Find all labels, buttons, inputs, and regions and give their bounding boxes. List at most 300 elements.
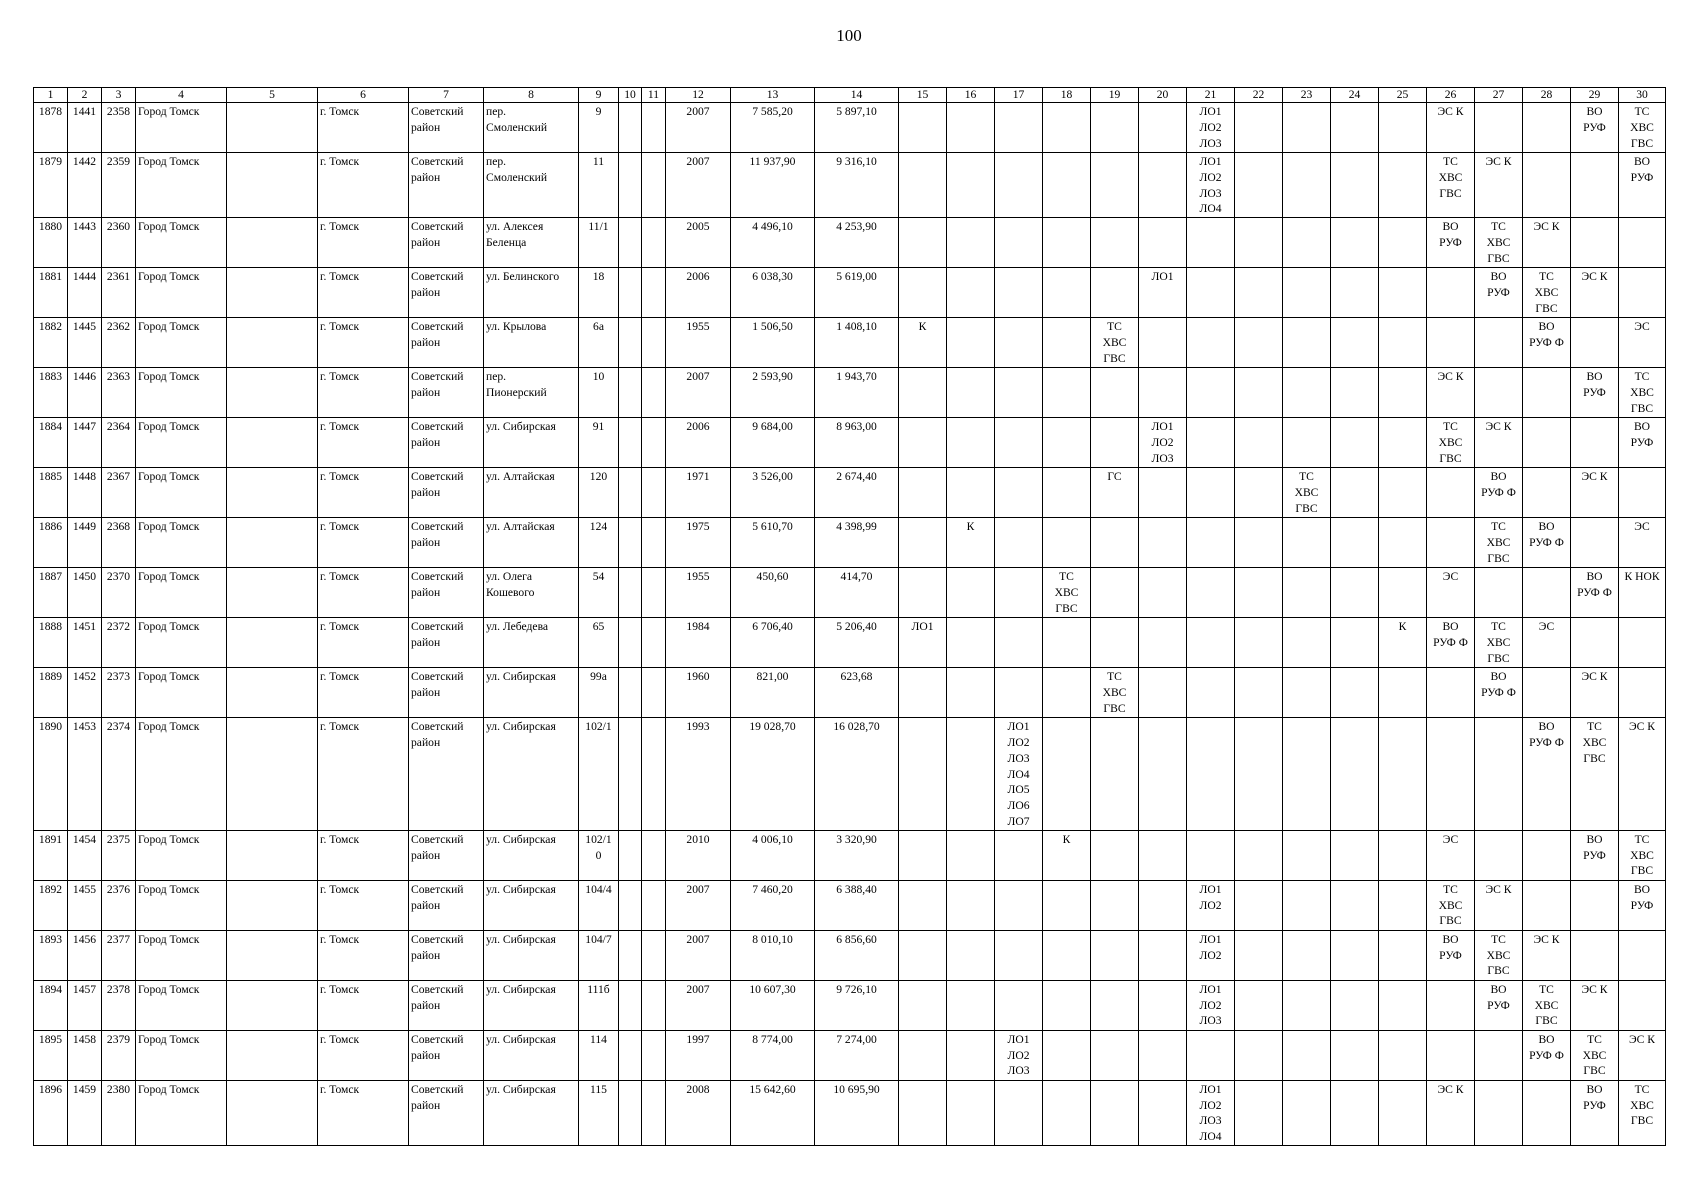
table-cell bbox=[1571, 218, 1619, 268]
table-row bbox=[34, 318, 1666, 368]
table-cell bbox=[1283, 980, 1331, 1030]
column-header: 10 bbox=[619, 88, 642, 103]
table-cell: Советский район bbox=[409, 318, 484, 368]
table-cell: 821,00 bbox=[731, 668, 815, 718]
table-row bbox=[34, 218, 1666, 268]
table-cell: 5 619,00 bbox=[815, 268, 899, 318]
table-cell: ТС ХВС ГВС bbox=[1619, 368, 1666, 418]
table-cell bbox=[947, 218, 995, 268]
table-cell bbox=[1427, 268, 1475, 318]
table-cell: ул. Сибирская bbox=[484, 668, 579, 718]
table-cell bbox=[899, 718, 947, 831]
table-cell bbox=[995, 103, 1043, 153]
table-cell bbox=[899, 830, 947, 880]
table-cell: г. Томск bbox=[318, 103, 409, 153]
table-cell bbox=[947, 103, 995, 153]
table-cell: 1984 bbox=[666, 618, 731, 668]
table-cell: 1443 bbox=[68, 218, 102, 268]
table-cell: 1889 bbox=[34, 668, 68, 718]
table-cell: 6а bbox=[579, 318, 619, 368]
table-cell: 1459 bbox=[68, 1080, 102, 1145]
table-cell: ТС ХВС ГВС bbox=[1619, 103, 1666, 153]
table-cell: Советский район bbox=[409, 1030, 484, 1080]
table-cell: 2007 bbox=[666, 980, 731, 1030]
table-cell: г. Томск bbox=[318, 718, 409, 831]
table-cell bbox=[995, 468, 1043, 518]
table-cell: г. Томск bbox=[318, 468, 409, 518]
table-cell: 4 496,10 bbox=[731, 218, 815, 268]
table-cell: 6 038,30 bbox=[731, 268, 815, 318]
table-cell: ЛО1 bbox=[899, 618, 947, 668]
table-cell: К НОК bbox=[1619, 568, 1666, 618]
table-cell bbox=[642, 930, 666, 980]
table-cell: 1885 bbox=[34, 468, 68, 518]
table-cell bbox=[899, 568, 947, 618]
table-cell: Город Томск bbox=[136, 830, 227, 880]
table-cell: г. Томск bbox=[318, 930, 409, 980]
table-cell bbox=[995, 930, 1043, 980]
table-cell bbox=[1283, 930, 1331, 980]
table-row bbox=[34, 153, 1666, 218]
table-cell: 11 937,90 bbox=[731, 153, 815, 218]
table-cell: 1993 bbox=[666, 718, 731, 831]
table-cell bbox=[1235, 1030, 1283, 1080]
table-cell: Советский район bbox=[409, 618, 484, 668]
table-cell: пер. Смоленский bbox=[484, 153, 579, 218]
table-cell bbox=[1331, 718, 1379, 831]
table-cell bbox=[642, 668, 666, 718]
column-header: 11 bbox=[642, 88, 666, 103]
table-cell bbox=[1091, 518, 1139, 568]
table-cell bbox=[227, 568, 318, 618]
table-cell bbox=[1331, 980, 1379, 1030]
table-cell bbox=[1283, 518, 1331, 568]
table-cell bbox=[1187, 568, 1235, 618]
table-cell bbox=[1139, 368, 1187, 418]
table-cell bbox=[1043, 718, 1091, 831]
table-cell bbox=[619, 418, 642, 468]
table-cell bbox=[995, 830, 1043, 880]
table-cell bbox=[619, 218, 642, 268]
table-cell: ЭС bbox=[1619, 518, 1666, 568]
table-cell: 102/1 bbox=[579, 718, 619, 831]
table-cell bbox=[1235, 368, 1283, 418]
table-cell: Советский район bbox=[409, 468, 484, 518]
table-cell bbox=[1571, 318, 1619, 368]
table-cell bbox=[1475, 318, 1523, 368]
table-cell bbox=[1427, 468, 1475, 518]
table-cell: ВО РУФ bbox=[1571, 103, 1619, 153]
table-cell: 1887 bbox=[34, 568, 68, 618]
table-cell bbox=[642, 1080, 666, 1145]
table-cell: ВО РУФ Ф bbox=[1523, 1030, 1571, 1080]
table-cell bbox=[1283, 568, 1331, 618]
table-cell bbox=[227, 518, 318, 568]
table-cell: Город Томск bbox=[136, 418, 227, 468]
table-cell: 1455 bbox=[68, 880, 102, 930]
table-cell bbox=[1235, 930, 1283, 980]
column-header: 17 bbox=[995, 88, 1043, 103]
table-cell bbox=[899, 368, 947, 418]
table-cell: ВО РУФ Ф bbox=[1523, 718, 1571, 831]
table-cell bbox=[1043, 268, 1091, 318]
table-cell: ВО РУФ Ф bbox=[1523, 518, 1571, 568]
table-cell: Город Томск bbox=[136, 568, 227, 618]
table-cell: 8 010,10 bbox=[731, 930, 815, 980]
table-cell: 1444 bbox=[68, 268, 102, 318]
table-cell: Город Томск bbox=[136, 368, 227, 418]
table-cell bbox=[1235, 880, 1283, 930]
table-row bbox=[34, 418, 1666, 468]
table-cell bbox=[227, 218, 318, 268]
table-cell: 1894 bbox=[34, 980, 68, 1030]
table-cell bbox=[899, 1080, 947, 1145]
table-cell: г. Томск bbox=[318, 880, 409, 930]
table-cell: ЭС К bbox=[1427, 1080, 1475, 1145]
column-number-row bbox=[34, 88, 1666, 103]
table-cell: ЛО1 ЛО2 bbox=[1187, 930, 1235, 980]
table-cell bbox=[995, 268, 1043, 318]
table-cell: ВО РУФ bbox=[1571, 368, 1619, 418]
table-cell bbox=[1139, 1080, 1187, 1145]
table-cell: ЭС К bbox=[1571, 468, 1619, 518]
table-cell bbox=[947, 368, 995, 418]
table-cell bbox=[1475, 830, 1523, 880]
column-header: 8 bbox=[484, 88, 579, 103]
table-cell: 114 bbox=[579, 1030, 619, 1080]
table-cell: г. Томск bbox=[318, 1080, 409, 1145]
table-cell: 2362 bbox=[102, 318, 136, 368]
table-cell: ЭС К bbox=[1619, 718, 1666, 831]
table-cell bbox=[1235, 318, 1283, 368]
table-cell: 2380 bbox=[102, 1080, 136, 1145]
table-cell: 1449 bbox=[68, 518, 102, 568]
table-cell bbox=[227, 468, 318, 518]
table-cell: 1891 bbox=[34, 830, 68, 880]
table-cell bbox=[642, 318, 666, 368]
table-cell bbox=[1379, 1080, 1427, 1145]
table-cell: К bbox=[899, 318, 947, 368]
table-cell: ул. Сибирская bbox=[484, 980, 579, 1030]
table-cell bbox=[947, 668, 995, 718]
table-cell bbox=[1091, 368, 1139, 418]
table-cell bbox=[227, 103, 318, 153]
table-cell bbox=[227, 880, 318, 930]
table-cell: 2379 bbox=[102, 1030, 136, 1080]
column-header: 1 bbox=[34, 88, 68, 103]
table-cell: 2008 bbox=[666, 1080, 731, 1145]
table-cell: 1457 bbox=[68, 980, 102, 1030]
table-cell: 2372 bbox=[102, 618, 136, 668]
table-cell: Город Томск bbox=[136, 718, 227, 831]
table-cell bbox=[1379, 568, 1427, 618]
column-header: 24 bbox=[1331, 88, 1379, 103]
table-cell bbox=[1427, 718, 1475, 831]
table-cell bbox=[1619, 218, 1666, 268]
table-cell: г. Томск bbox=[318, 518, 409, 568]
table-cell bbox=[995, 518, 1043, 568]
table-cell bbox=[619, 268, 642, 318]
table-cell: 104/4 bbox=[579, 880, 619, 930]
table-cell: 414,70 bbox=[815, 568, 899, 618]
table-cell: 1451 bbox=[68, 618, 102, 668]
table-cell: Советский район bbox=[409, 568, 484, 618]
table-cell bbox=[1523, 468, 1571, 518]
table-cell: 2377 bbox=[102, 930, 136, 980]
table-cell bbox=[1331, 830, 1379, 880]
table-cell bbox=[947, 980, 995, 1030]
table-cell bbox=[1139, 718, 1187, 831]
table-cell bbox=[1283, 153, 1331, 218]
table-cell bbox=[1619, 618, 1666, 668]
table-cell: ВО РУФ Ф bbox=[1475, 468, 1523, 518]
table-cell: Советский район bbox=[409, 718, 484, 831]
table-cell: ул. Олега Кошевого bbox=[484, 568, 579, 618]
table-cell bbox=[1043, 468, 1091, 518]
table-cell: г. Томск bbox=[318, 218, 409, 268]
table-cell bbox=[1139, 568, 1187, 618]
table-cell bbox=[1379, 880, 1427, 930]
table-row bbox=[34, 518, 1666, 568]
table-cell: ул. Белинского bbox=[484, 268, 579, 318]
table-cell bbox=[1091, 268, 1139, 318]
table-cell bbox=[1043, 618, 1091, 668]
table-cell bbox=[619, 1030, 642, 1080]
table-cell bbox=[1331, 1080, 1379, 1145]
table-cell: 6 856,60 bbox=[815, 930, 899, 980]
table-cell: 10 695,90 bbox=[815, 1080, 899, 1145]
table-cell bbox=[1235, 153, 1283, 218]
table-cell bbox=[1379, 368, 1427, 418]
table-cell bbox=[1331, 1030, 1379, 1080]
table-cell: Советский район bbox=[409, 103, 484, 153]
table-cell: Город Томск bbox=[136, 268, 227, 318]
table-cell bbox=[1283, 318, 1331, 368]
table-cell: ЭС К bbox=[1475, 153, 1523, 218]
column-header: 25 bbox=[1379, 88, 1427, 103]
table-cell: 1454 bbox=[68, 830, 102, 880]
table-cell bbox=[1523, 830, 1571, 880]
table-cell bbox=[1235, 568, 1283, 618]
table-cell bbox=[1187, 268, 1235, 318]
table-cell: 1453 bbox=[68, 718, 102, 831]
table-cell: 1893 bbox=[34, 930, 68, 980]
table-cell bbox=[995, 1080, 1043, 1145]
table-cell: 2361 bbox=[102, 268, 136, 318]
table-cell bbox=[1379, 668, 1427, 718]
table-cell bbox=[1283, 368, 1331, 418]
table-cell bbox=[1379, 103, 1427, 153]
table-cell bbox=[227, 418, 318, 468]
table-cell bbox=[899, 418, 947, 468]
table-cell: Город Томск bbox=[136, 1030, 227, 1080]
table-cell: Советский район bbox=[409, 980, 484, 1030]
table-cell bbox=[619, 668, 642, 718]
table-cell bbox=[1619, 980, 1666, 1030]
table-cell bbox=[947, 568, 995, 618]
table-cell bbox=[1379, 268, 1427, 318]
column-header: 21 bbox=[1187, 88, 1235, 103]
table-cell: ТС ХВС ГВС bbox=[1619, 830, 1666, 880]
table-cell: ТС ХВС ГВС bbox=[1523, 268, 1571, 318]
table-cell bbox=[642, 880, 666, 930]
table-cell: ул. Лебедева bbox=[484, 618, 579, 668]
table-cell bbox=[1379, 518, 1427, 568]
table-cell bbox=[619, 468, 642, 518]
table-cell: ЛО1 ЛО2 ЛО3 ЛО4 ЛО5 ЛО6 ЛО7 bbox=[995, 718, 1043, 831]
table-row bbox=[34, 668, 1666, 718]
table-cell bbox=[899, 103, 947, 153]
table-cell: Советский район bbox=[409, 830, 484, 880]
table-cell bbox=[1187, 668, 1235, 718]
table-cell: ВО РУФ Ф bbox=[1475, 668, 1523, 718]
column-header: 28 bbox=[1523, 88, 1571, 103]
table-cell: ВО РУФ bbox=[1571, 830, 1619, 880]
column-header: 7 bbox=[409, 88, 484, 103]
table-cell bbox=[619, 153, 642, 218]
table-cell bbox=[227, 718, 318, 831]
table-cell: ул. Сибирская bbox=[484, 1030, 579, 1080]
table-cell: 19 028,70 bbox=[731, 718, 815, 831]
table-cell: 2006 bbox=[666, 418, 731, 468]
table-cell: ЭС К bbox=[1523, 930, 1571, 980]
table-cell bbox=[642, 1030, 666, 1080]
table-cell bbox=[1427, 1030, 1475, 1080]
table-cell bbox=[1139, 980, 1187, 1030]
table-cell: 1955 bbox=[666, 318, 731, 368]
table-cell: 7 460,20 bbox=[731, 880, 815, 930]
table-cell: 1884 bbox=[34, 418, 68, 468]
table-cell: ул. Сибирская bbox=[484, 880, 579, 930]
table-cell: ул. Алексея Беленца bbox=[484, 218, 579, 268]
table-cell bbox=[1379, 930, 1427, 980]
table-cell bbox=[899, 668, 947, 718]
table-cell: 1878 bbox=[34, 103, 68, 153]
table-cell: 1883 bbox=[34, 368, 68, 418]
table-cell: ул. Алтайская bbox=[484, 518, 579, 568]
table-cell bbox=[1283, 880, 1331, 930]
table-body bbox=[34, 103, 1666, 1146]
table-cell bbox=[1187, 518, 1235, 568]
table-cell: ул. Сибирская bbox=[484, 830, 579, 880]
table-row bbox=[34, 568, 1666, 618]
table-cell bbox=[1619, 468, 1666, 518]
table-cell: ул. Сибирская bbox=[484, 418, 579, 468]
table-cell: Город Томск bbox=[136, 1080, 227, 1145]
table-cell: 3 526,00 bbox=[731, 468, 815, 518]
table-cell bbox=[642, 980, 666, 1030]
table-cell: 99а bbox=[579, 668, 619, 718]
table-cell: Город Томск bbox=[136, 103, 227, 153]
column-header: 18 bbox=[1043, 88, 1091, 103]
table-cell: Советский район bbox=[409, 1080, 484, 1145]
table-cell bbox=[1139, 618, 1187, 668]
table-row bbox=[34, 930, 1666, 980]
table-cell bbox=[1427, 318, 1475, 368]
table-cell: 10 bbox=[579, 368, 619, 418]
table-cell: 2364 bbox=[102, 418, 136, 468]
table-cell: 2007 bbox=[666, 368, 731, 418]
table-cell bbox=[642, 418, 666, 468]
table-cell bbox=[995, 668, 1043, 718]
table-cell: Советский район bbox=[409, 368, 484, 418]
table-cell: 124 bbox=[579, 518, 619, 568]
table-cell bbox=[1043, 368, 1091, 418]
table-cell bbox=[1475, 1030, 1523, 1080]
table-cell bbox=[1139, 830, 1187, 880]
table-cell: 120 bbox=[579, 468, 619, 518]
table-cell bbox=[642, 103, 666, 153]
table-cell bbox=[995, 880, 1043, 930]
table-cell: 1888 bbox=[34, 618, 68, 668]
table-cell bbox=[227, 1030, 318, 1080]
table-cell bbox=[899, 218, 947, 268]
table-cell bbox=[227, 618, 318, 668]
table-cell: ТС ХВС ГВС bbox=[1283, 468, 1331, 518]
table-cell bbox=[1187, 318, 1235, 368]
table-cell: ТС ХВС ГВС bbox=[1475, 618, 1523, 668]
table-cell: 2359 bbox=[102, 153, 136, 218]
table-cell: 18 bbox=[579, 268, 619, 318]
table-cell: ЭС К bbox=[1619, 1030, 1666, 1080]
table-cell bbox=[1091, 153, 1139, 218]
table-cell bbox=[1475, 1080, 1523, 1145]
table-cell: ЛО1 ЛО2 ЛО3 bbox=[995, 1030, 1043, 1080]
table-cell bbox=[1619, 930, 1666, 980]
table-cell bbox=[1571, 618, 1619, 668]
table-cell: Советский район bbox=[409, 153, 484, 218]
table-cell: Город Томск bbox=[136, 618, 227, 668]
table-cell: ул. Крылова bbox=[484, 318, 579, 368]
table-cell bbox=[1043, 880, 1091, 930]
table-cell: ВО РУФ bbox=[1619, 153, 1666, 218]
table-cell: 6 706,40 bbox=[731, 618, 815, 668]
table-cell: 1445 bbox=[68, 318, 102, 368]
table-cell bbox=[1379, 218, 1427, 268]
table-cell: Город Томск bbox=[136, 880, 227, 930]
table-cell bbox=[1043, 518, 1091, 568]
table-cell bbox=[227, 1080, 318, 1145]
table-cell bbox=[1091, 418, 1139, 468]
table-cell bbox=[1139, 153, 1187, 218]
table-cell bbox=[1523, 1080, 1571, 1145]
table-cell: ТС ХВС ГВС bbox=[1427, 418, 1475, 468]
table-cell bbox=[1187, 830, 1235, 880]
table-cell bbox=[947, 880, 995, 930]
table-cell bbox=[1523, 568, 1571, 618]
table-cell: Советский район bbox=[409, 218, 484, 268]
table-cell bbox=[1187, 1030, 1235, 1080]
column-header: 14 bbox=[815, 88, 899, 103]
table-cell: 1441 bbox=[68, 103, 102, 153]
table-cell bbox=[1043, 418, 1091, 468]
table-cell: 1971 bbox=[666, 468, 731, 518]
table-cell bbox=[1091, 830, 1139, 880]
table-cell bbox=[1139, 318, 1187, 368]
table-cell bbox=[619, 830, 642, 880]
table-cell: 2007 bbox=[666, 880, 731, 930]
table-cell bbox=[227, 153, 318, 218]
table-cell bbox=[1331, 880, 1379, 930]
table-cell: 4 398,99 bbox=[815, 518, 899, 568]
table-cell: ТС ХВС ГВС bbox=[1427, 880, 1475, 930]
table-cell: ВО РУФ Ф bbox=[1523, 318, 1571, 368]
table-cell: ВО РУФ bbox=[1571, 1080, 1619, 1145]
table-cell: 9 726,10 bbox=[815, 980, 899, 1030]
column-header: 19 bbox=[1091, 88, 1139, 103]
table-cell: К bbox=[1379, 618, 1427, 668]
table-cell bbox=[1043, 980, 1091, 1030]
